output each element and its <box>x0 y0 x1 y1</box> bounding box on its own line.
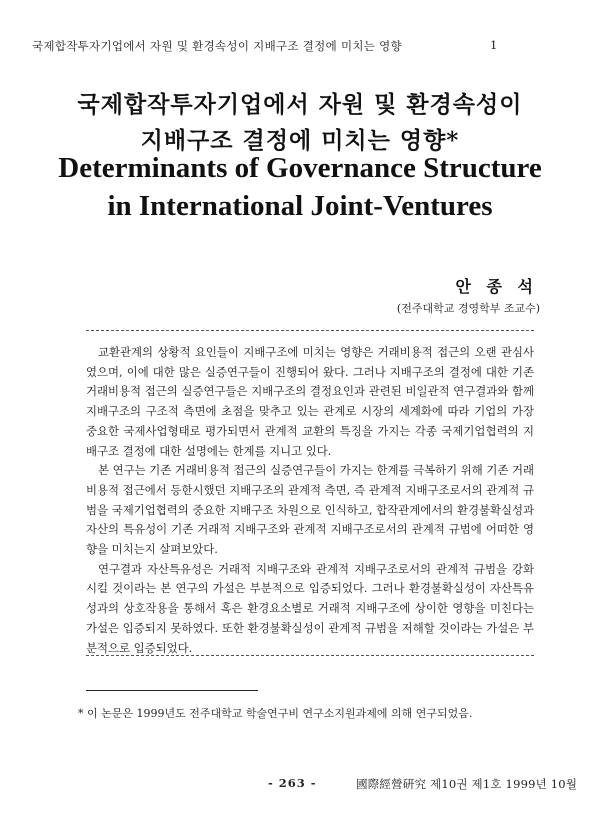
abstract-paragraph-2: 본 연구는 기존 거래비용적 접근의 실증연구들이 가지는 한계를 극복하기 위해 기존 거래비용적 접근에서 등한시했던 지배구조의 관계적 측면, 즉 관계적 지배구조로서의 관계적 규범을 국제기업협력의 중요한 지배구조 차원으로 인식하고, 합작관계에서의 환경불확실성과 자산의 특유성이 기존 거래적 지배구조와 관계적 지배구조로서의 관계적 규범에 어떠한 영향을 미치는지 살펴보았다. <box>86 463 534 557</box>
abstract-top-rule <box>86 330 534 331</box>
page-number: - 263 - <box>268 776 317 790</box>
running-header-page-number: 1 <box>490 38 498 52</box>
abstract-paragraph-3: 연구결과 자산특유성은 거래적 지배구조와 관계적 지배구조로서의 관계적 규범을 강화시킬 것이라는 본 연구의 가설은 부분적으로 입증되었다. 그러나 환경불확실성이 자산특유성과의 상호작용을 통해서 혹은 환경요소별로 거래적 지배구조에 상이한 영향을 미친다는 가설은 입증되지 못하였다. 또한 환경불확실성이 관계적 규범을 저해할 것이라는 가설은 부분적으로 입증되었다. <box>86 561 534 655</box>
author-name: 안 종 석 <box>455 277 538 296</box>
footnote-rule <box>86 690 258 691</box>
english-title-line-2: in International Joint-Ventures <box>107 190 493 222</box>
journal-citation: 國際經營硏究 제10권 제1호 1999년 10월 <box>356 777 578 791</box>
abstract <box>86 343 534 658</box>
korean-title-line-1: 국제합작투자기업에서 자원 및 환경속성이 <box>77 91 523 118</box>
english-title-line-1: Determinants of Governance Structure <box>58 152 542 184</box>
running-header-title: 국제합작투자기업에서 자원 및 환경속성이 지배구조 결정에 미치는 영향 <box>32 39 402 53</box>
author-affiliation: (전주대학교 경영학부 조교수) <box>396 302 540 315</box>
abstract-bottom-rule <box>86 655 534 656</box>
abstract-paragraph-1: 교환관계의 상황적 요인들이 지배구조에 미치는 영향은 거래비용적 접근의 오랜 관심사였으며, 이에 대한 많은 실증연구들이 진행되어 왔다. 그러나 지배구조의 결정에 대한 기존 거래비용적 접근의 실증연구들은 지배구조의 결정요인과 관련된 비일관적 연구결과와 함께 지배구조의 구조적 측면에 초점을 맞추고 있는 관계로 시장의 세계화에 따라 기업의 가장 중요한 국제사업형태로 평가되면서 관계적 교환의 특징을 가지는 각종 국제기업협력의 지배구조 결정에 대한 설명에는 한계를 지니고 있다. <box>86 345 534 458</box>
footnote: * 이 논문은 1999년도 전주대학교 학술연구비 연구소지원과제에 의해 연구되었음. <box>78 707 473 720</box>
korean-title-line-2: 지배구조 결정에 미치는 영향* <box>140 127 460 154</box>
